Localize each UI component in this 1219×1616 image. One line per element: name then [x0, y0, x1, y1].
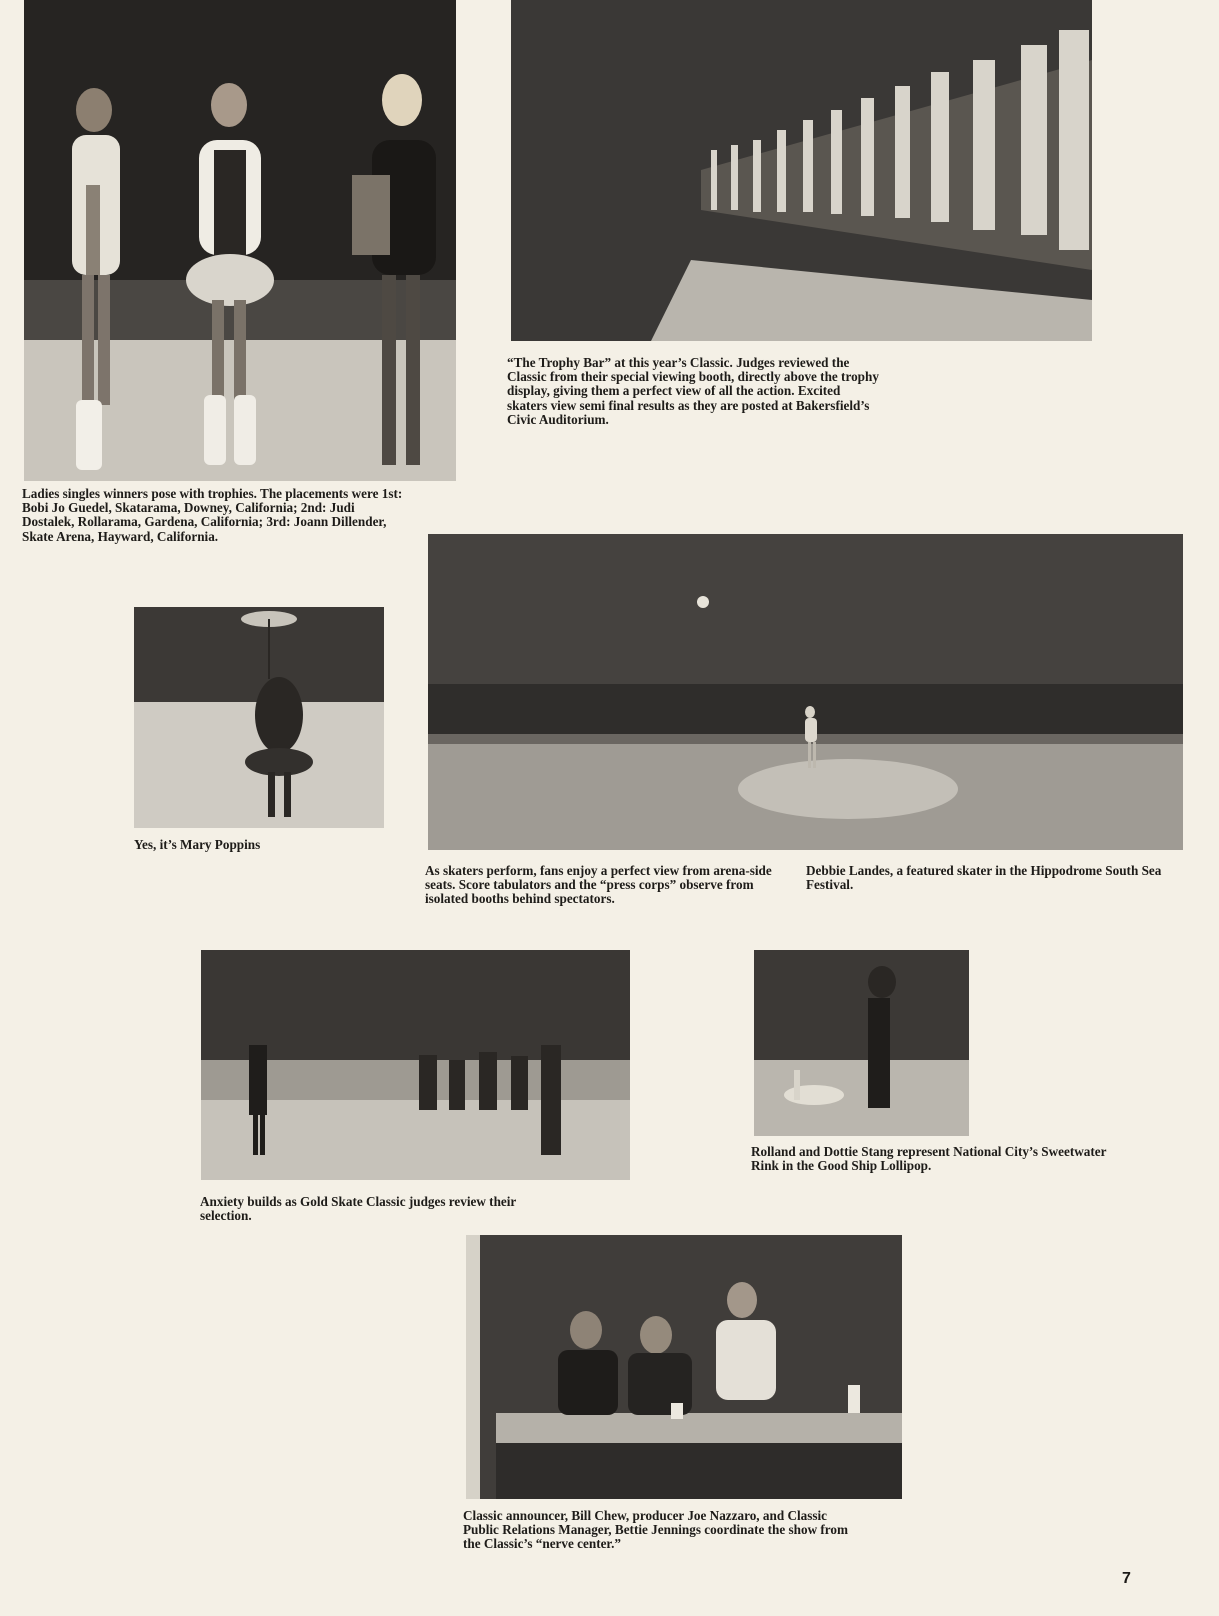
page-number: 7: [1122, 1570, 1131, 1587]
stang-caption: Rolland and Dottie Stang represent National City’s Sweetwater Rink in the Good Ship Lollipop.: [751, 1144, 1107, 1174]
announcer-booth-photo: [466, 1235, 902, 1499]
ladies-singles-photo: [24, 0, 456, 481]
arena-photo: [428, 534, 1183, 850]
arena-caption: As skaters perform, fans enjoy a perfect view from arena-side seats. Score tabulators and the “press corps” observe from isolated booths behind spectators.: [425, 863, 772, 907]
trophy-bar-photo: [511, 0, 1092, 341]
debbie-landes-caption: Debbie Landes, a featured skater in the Hippodrome South Sea Festival.: [806, 863, 1162, 893]
mary-poppins-photo: [134, 607, 384, 828]
judges-photo: [201, 950, 630, 1180]
announcer-caption: Classic announcer, Bill Chew, producer Joe Nazzaro, and Classic Public Relations Manager, Bettie Jennings coordinate the show from the Classic’s “nerve center.”: [463, 1508, 848, 1552]
stang-pair-photo: [754, 950, 969, 1136]
judges-caption: Anxiety builds as Gold Skate Classic judges review their selection.: [200, 1194, 517, 1224]
mary-poppins-caption: Yes, it’s Mary Poppins: [134, 837, 261, 852]
trophy-bar-caption: “The Trophy Bar” at this year’s Classic. Judges reviewed the Classic from their special viewing booth, directly above the trophy display, giving them a perfect view of all the action. Excited skaters view semi final results as they are posted at Bakersfield’s Civic Auditorium.: [507, 355, 879, 427]
ladies-singles-caption: Ladies singles winners pose with trophies. The placements were 1st: Bobi Jo Guedel, Skatarama, Downey, California; 2nd: Judi Dostalek, Rollarama, Gardena, California; 3rd: Joann Dillender, Skate Arena, Hayward, California.: [22, 486, 403, 544]
